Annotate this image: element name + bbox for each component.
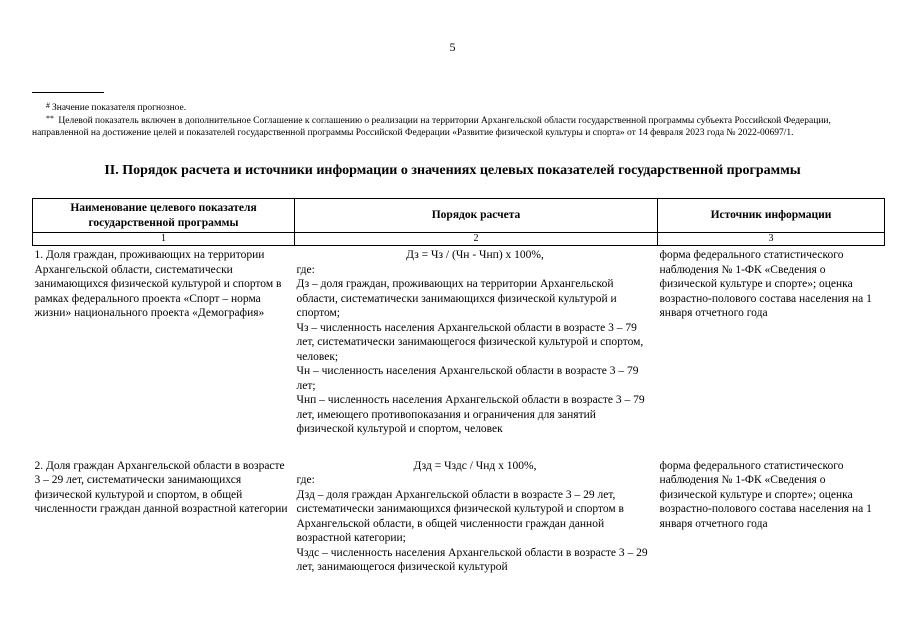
formula: Дзд = Чздс / Чнд х 100%, [413,459,537,472]
section-title: II. Порядок расчета и источники информации о значениях целевых показателей государственной программы [104,163,801,178]
header-calculation: Порядок расчета [295,199,658,233]
source-cell: форма федерального статистического наблюдения № 1-ФК «Сведения о физической культуре и спорте»; оценка возрастно-полового состава населения на 1 января отчетного года [659,459,872,530]
calc-line: Дз – доля граждан, проживающих на территории Архангельской области, систематически занимающихся физической культурой и спортом; [296,278,617,319]
footnote-separator [32,92,104,93]
indicators-table [32,198,885,595]
calc-line: Чнп – численность населения Архангельской области в возрасте 3 – 79 лет, имеющего противопоказания и ограничения для занятий физической культурой и спортом, человек [296,394,645,435]
table-header-row [33,199,885,233]
column-number-2: 2 [295,233,658,246]
footnote-2-mark: ** [46,113,54,123]
footnote-2 [32,115,884,140]
formula: Дз = Чз / (Чн - Чнп) х 100%, [406,249,544,261]
calc-line: где: [296,263,315,276]
column-number-3: 3 [658,233,885,246]
source-cell: форма федерального статистического наблюдения № 1-ФК «Сведения о физической культуре и спорте»; оценка возрастно-полового состава населения на 1 января отчетного года [659,249,872,319]
header-indicator-name: Наименование целевого показателя государственной программы [33,199,295,233]
footnote-2-text: Целевой показатель включен в дополнительное Соглашение к соглашению о реализации на территории Архангельской области государственной программы субъекта Российской Федерации, направленной на достижение целей и показателей государственной программы Российской Федерации «Развитие физической культуры и спорта» от 14 февраля 2023 года № 2022-00697/1. [32,115,831,138]
calc-line: Чн – численность населения Архангельской области в возрасте 3 – 79 лет; [296,365,639,392]
footnote-1 [32,102,884,115]
table-row [33,246,885,457]
indicator-name-cell: 2. Доля граждан Архангельской области в возрасте 3 – 29 лет, систематически занимающихся физической культурой и спортом, в общей численности граждан данной возрастной категории [34,459,288,515]
calc-line: Чз – численность населения Архангельской области в возрасте 3 – 79 лет, систематически занимающегося физической культурой и спортом, человек; [296,321,644,363]
calc-line: Дзд – доля граждан Архангельской области в возрасте 3 – 29 лет, систематически занимающихся физической культурой и спортом в Архангельской области, в общей численности граждан данной возрастной категории; [296,488,624,544]
footnote-1-text: Значение показателя прогнозное. [52,103,187,113]
calculation-cell [295,457,658,595]
calc-line: где: [296,474,315,486]
column-number-row [33,233,885,246]
page-number: 5 [449,40,456,54]
footnote-1-mark: # [46,101,50,110]
column-number-1: 1 [33,233,295,246]
footnotes [32,102,884,140]
calc-line: Чздс – численность населения Архангельской области в возрасте 3 – 29 лет, занимающегося физической культурой [296,546,648,573]
calculation-cell [295,246,658,457]
indicator-name-cell: 1. Доля граждан, проживающих на территории Архангельской области, систематически занимающихся физической культурой и спортом в рамках федерального проекта «Спорт – норма жизни» национального проекта «Демография» [34,249,282,319]
table-row [33,457,885,595]
header-source: Источник информации [658,199,885,233]
